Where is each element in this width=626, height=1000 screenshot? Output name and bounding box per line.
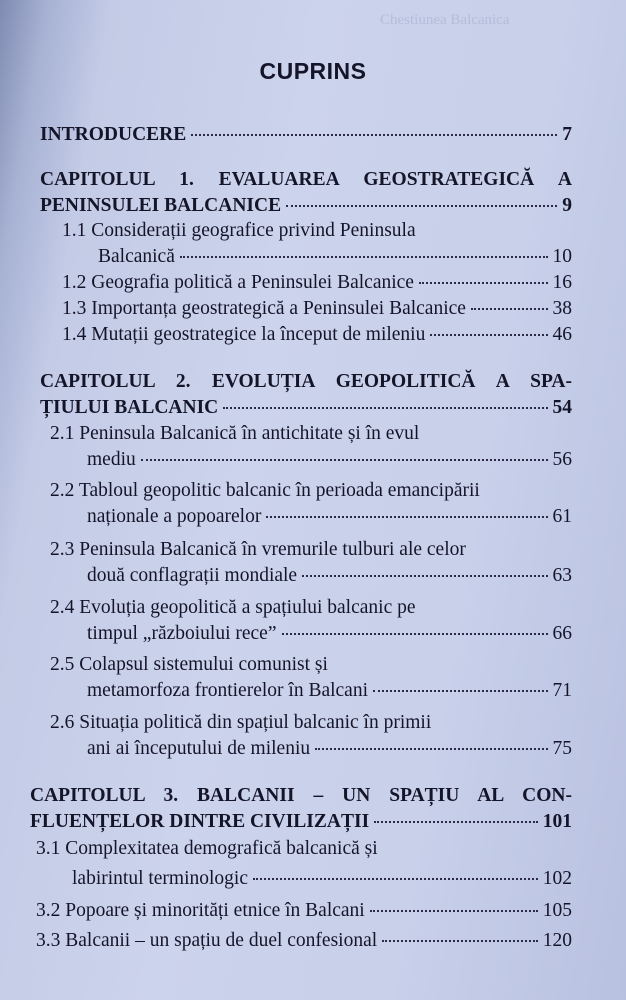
- entry-label: PENINSULEI BALCANICE: [40, 195, 282, 216]
- entry-page: 16: [552, 272, 572, 293]
- toc-entry-chapter-1[interactable]: [40, 193, 572, 219]
- dot-leader: [374, 821, 538, 823]
- dot-leader: [419, 282, 548, 284]
- toc-entry-introduction[interactable]: [40, 122, 572, 148]
- dot-leader: [180, 256, 548, 258]
- toc-entry-1-2[interactable]: 1.2 Geografia politică a Peninsulei Balcanice 16: [62, 270, 572, 296]
- toc-entry-2-1[interactable]: mediu 56: [87, 447, 572, 473]
- toc-entry-2-4[interactable]: timpul „războiului rece” 66: [87, 621, 572, 647]
- entry-page: 7: [562, 124, 572, 145]
- toc-entry-1-4[interactable]: 1.4 Mutații geostrategice la început de mileniu 46: [62, 322, 572, 348]
- chapter-3-heading: CAPITOLUL 3. BALCANII – UN SPAȚIU AL CON-: [30, 785, 572, 806]
- toc-entry-chapter-2[interactable]: [40, 395, 572, 421]
- page-title: CUPRINS: [259, 58, 367, 84]
- entry-page: 9: [562, 195, 572, 216]
- entry-page: 101: [542, 811, 572, 832]
- dot-leader: [282, 633, 548, 635]
- toc-entry-2-5[interactable]: metamorfoza frontierelor în Balcani 71: [87, 678, 572, 704]
- dot-leader: [373, 690, 548, 692]
- dot-leader: [286, 205, 557, 207]
- entry-page: 63: [552, 565, 572, 586]
- entry-page: 102: [542, 868, 572, 889]
- dot-leader: [302, 575, 547, 577]
- dot-leader: [253, 878, 538, 880]
- entry-page: 71: [552, 680, 572, 701]
- toc-entry-chapter-3[interactable]: [30, 809, 572, 835]
- dot-leader: [382, 940, 538, 942]
- toc-entry-3-1[interactable]: labirintul terminologic 102: [72, 866, 572, 892]
- entry-label: ȚIULUI BALCANIC: [40, 397, 219, 418]
- entry-page: 75: [552, 738, 572, 759]
- entry-label: FLUENȚELOR DINTRE CIVILIZAȚII: [30, 811, 370, 832]
- dot-leader: [141, 459, 548, 461]
- toc-entry-2-4-line1: 2.4 Evoluția geopolitică a spațiului balcanic pe: [50, 597, 416, 618]
- dot-leader: [315, 748, 547, 750]
- entry-page: 66: [552, 623, 572, 644]
- entry-label: INTRODUCERE: [40, 124, 187, 145]
- entry-page: 10: [552, 246, 572, 267]
- toc-entry-2-3[interactable]: două conflagrații mondiale 63: [87, 563, 572, 589]
- dot-leader: [471, 308, 548, 310]
- toc-entry-2-6-line1: 2.6 Situația politică din spațiul balcanic în primii: [50, 712, 432, 733]
- toc-entry-3-3[interactable]: 3.3 Balcanii – un spațiu de duel confesional 120: [36, 928, 572, 954]
- toc-entry-2-5-line1: 2.5 Colapsul sistemului comunist și: [50, 654, 328, 675]
- chapter-2-heading: CAPITOLUL 2. EVOLUȚIA GEOPOLITICĂ A SPA-: [40, 371, 572, 392]
- toc-entry-2-3-line1: 2.3 Peninsula Balcanică în vremurile tulburi ale celor: [50, 539, 466, 560]
- toc-entry-1-1-line1: 1.1 Considerații geografice privind Peninsula: [62, 220, 416, 241]
- dot-leader: [370, 910, 538, 912]
- dot-leader: [223, 407, 547, 409]
- entry-page: 120: [542, 930, 572, 951]
- entry-page: 46: [552, 324, 572, 345]
- dot-leader: [430, 334, 547, 336]
- entry-page: 105: [542, 900, 572, 921]
- toc-entry-2-2-line1: 2.2 Tabloul geopolitic balcanic în perioada emancipării: [50, 480, 480, 501]
- entry-page: 38: [552, 298, 572, 319]
- toc-entry-2-2[interactable]: naționale a popoarelor 61: [87, 504, 572, 530]
- toc-entry-3-1-line1: 3.1 Complexitatea demografică balcanică și: [36, 838, 378, 859]
- toc-entry-2-1-line1: 2.1 Peninsula Balcanică în antichitate și în evul: [50, 423, 420, 444]
- dot-leader: [266, 516, 547, 518]
- toc-entry-3-2[interactable]: 3.2 Popoare și minorități etnice în Balcani 105: [36, 898, 572, 924]
- toc-entry-2-6[interactable]: ani ai începutului de mileniu 75: [87, 736, 572, 762]
- entry-page: 54: [552, 397, 572, 418]
- toc-entry-1-3[interactable]: 1.3 Importanța geostrategică a Peninsulei Balcanice 38: [62, 296, 572, 322]
- dot-leader: [191, 134, 557, 136]
- chapter-1-heading: CAPITOLUL 1. EVALUAREA GEOSTRATEGICĂ A: [40, 169, 572, 190]
- toc-entry-1-1[interactable]: Balcanică 10: [98, 244, 572, 270]
- entry-page: 61: [552, 506, 572, 527]
- entry-page: 56: [552, 449, 572, 470]
- page-header-bleed: Chestiunea Balcanica: [380, 12, 510, 28]
